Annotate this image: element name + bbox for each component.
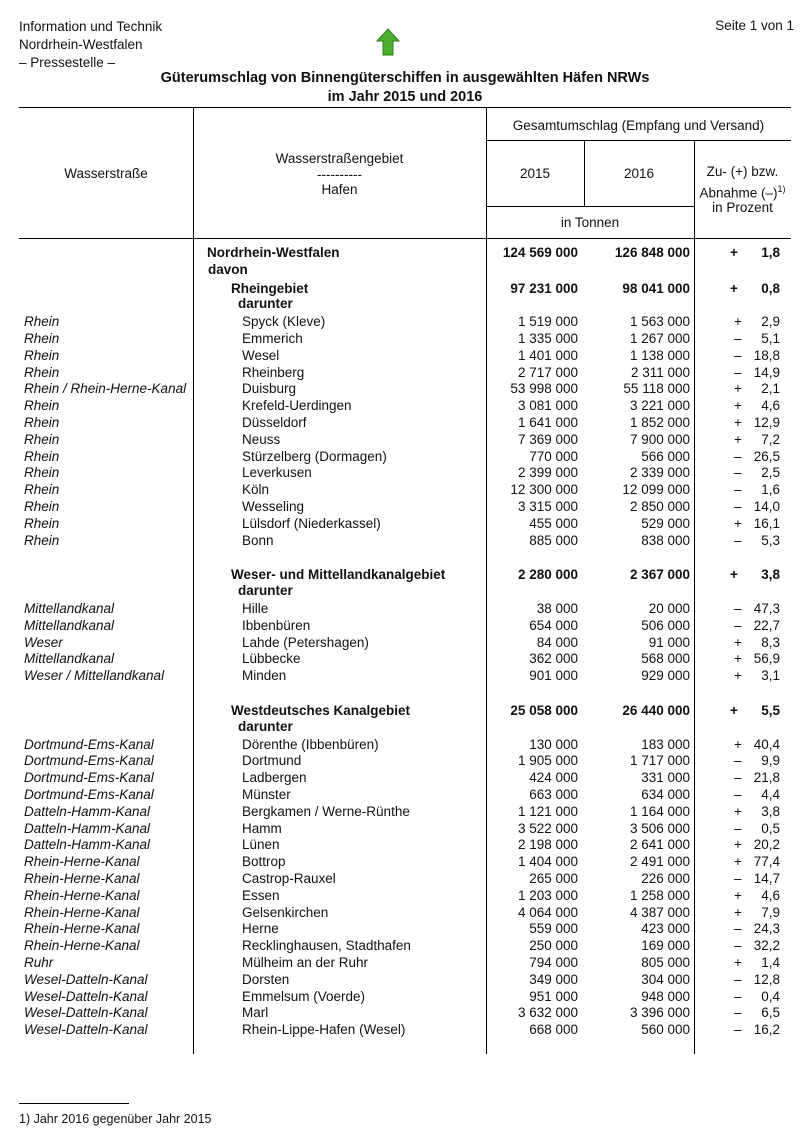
change-sign: – [734, 871, 742, 886]
table-top-rule [19, 107, 791, 108]
waterway-name: Wesel-Datteln-Kanal [24, 971, 148, 987]
change-sign: – [734, 465, 742, 481]
change-percent: 3,8 [761, 803, 780, 819]
change-percent: 5,1 [761, 331, 780, 346]
harbor-name: Essen [242, 887, 280, 903]
value-2015: 2 198 000 [517, 837, 578, 853]
value-2016: 2 641 000 [629, 837, 690, 853]
value-2016: 1 267 000 [629, 331, 690, 346]
col-divider [486, 107, 487, 1054]
change-sign: + [734, 904, 742, 920]
change-sign: – [734, 971, 742, 987]
waterway-name: Rhein [24, 364, 60, 380]
value-2015: 362 000 [529, 651, 578, 667]
value-2015: 250 000 [529, 938, 578, 954]
waterway-name: Datteln-Hamm-Kanal [24, 837, 151, 853]
title-line-2: im Jahr 2015 und 2016 [327, 89, 483, 105]
change-sign: – [734, 820, 742, 836]
col-header-gesamt: Gesamtumschlag (Empfang und Versand) [512, 118, 765, 133]
harbor-name: Ladbergen [242, 770, 307, 786]
region-total-name: Weser- und Mittellandkanalgebiet [231, 567, 446, 583]
waterway-name: Rhein [24, 482, 60, 498]
col-header-wasserstrasse: Wasserstraße [64, 166, 148, 181]
value-2016: 805 000 [641, 955, 690, 970]
value-2015: 3 632 000 [517, 1005, 578, 1021]
value-2015: 424 000 [529, 770, 578, 786]
value-2016: 560 000 [641, 1022, 690, 1038]
harbor-name: Köln [242, 482, 270, 498]
value-2016: 1 164 000 [629, 803, 690, 819]
waterway-name: Rhein [24, 415, 60, 430]
harbor-name: Duisburg [242, 381, 297, 397]
change-sign: – [734, 988, 742, 1004]
harbor-name: Marl [242, 1005, 269, 1021]
change-sign: + [734, 398, 742, 414]
harbor-name: Recklinghausen, Stadthafen [242, 938, 411, 954]
value-2015: 3 315 000 [517, 499, 578, 514]
change-sign: + [734, 955, 742, 970]
value-2016: 2 311 000 [630, 364, 690, 380]
change-sign: – [734, 617, 742, 633]
change-percent: 5,5 [761, 703, 780, 718]
value-2015: 663 000 [529, 787, 578, 802]
value-2015: 1 641 000 [517, 415, 578, 430]
harbor-name: Rhein-Lippe-Hafen (Wesel) [242, 1022, 406, 1038]
change-percent: 16,1 [753, 515, 780, 531]
harbor-name: Mülheim an der Ruhr [242, 955, 369, 970]
change-percent: 32,2 [753, 938, 780, 954]
waterway-name: Mittellandkanal [24, 617, 115, 633]
change-sign: + [734, 381, 742, 397]
header-rule [486, 206, 694, 207]
davon-label: davon [208, 261, 248, 277]
change-percent: 14,0 [753, 499, 780, 514]
waterway-name: Rhein-Herne-Kanal [24, 854, 140, 870]
change-sign: + [734, 854, 742, 870]
value-2015: 794 000 [529, 955, 578, 970]
value-2015: 25 058 000 [510, 703, 578, 718]
change-percent: 56,9 [753, 651, 780, 667]
change-sign: + [734, 837, 742, 853]
change-percent: 14,9 [753, 364, 780, 380]
value-2015: 1 335 000 [517, 331, 578, 346]
waterway-name: Rhein-Herne-Kanal [24, 871, 140, 886]
value-2015: 951 000 [529, 988, 578, 1004]
change-percent: 47,3 [753, 601, 780, 616]
value-2016: 126 848 000 [614, 245, 690, 260]
change-percent: 8,3 [761, 634, 780, 650]
waterway-name: Mittellandkanal [24, 601, 115, 616]
harbor-name: Emmelsum (Voerde) [242, 988, 366, 1004]
change-percent: 12,8 [753, 971, 780, 987]
value-2015: 124 569 000 [502, 245, 578, 260]
waterway-name: Rhein [24, 331, 60, 346]
harbor-name: Castrop-Rauxel [242, 871, 336, 886]
harbor-name: Lülsdorf (Niederkassel) [242, 515, 381, 531]
harbor-name: Hamm [242, 820, 282, 836]
col-header-gebiet: Wasserstraßengebiet [275, 151, 404, 166]
value-2015: 97 231 000 [510, 280, 578, 296]
change-percent: 12,9 [753, 415, 780, 430]
footnote-rule [19, 1103, 129, 1104]
change-percent: 14,7 [753, 871, 780, 886]
harbor-name: Lahde (Petershagen) [242, 634, 369, 650]
value-2016: 2 850 000 [629, 499, 690, 514]
change-sign: – [734, 787, 742, 802]
change-percent: 0,8 [761, 280, 780, 296]
value-2016: 568 000 [641, 651, 690, 667]
col-header-2016: 2016 [623, 166, 655, 181]
change-sign: – [734, 532, 742, 548]
value-2015: 455 000 [529, 515, 578, 531]
col-header-hafen: Hafen [321, 182, 358, 197]
change-percent: 20,2 [753, 837, 780, 853]
waterway-name: Mittellandkanal [24, 651, 115, 667]
waterway-name: Dortmund-Ems-Kanal [24, 787, 154, 802]
harbor-name: Dörenthe (Ibbenbüren) [242, 736, 379, 752]
value-2015: 2 399 000 [517, 465, 578, 481]
harbor-name: Leverkusen [242, 465, 312, 481]
harbor-name: Rheinberg [242, 364, 305, 380]
harbor-name: Düsseldorf [242, 415, 307, 430]
value-2016: 98 041 000 [622, 280, 690, 296]
value-2016: 566 000 [641, 448, 690, 464]
region-total-name: Westdeutsches Kanalgebiet [231, 703, 411, 718]
change-sign: – [734, 364, 742, 380]
change-percent: 40,4 [753, 736, 780, 752]
page-number: Seite 1 von 1 [715, 18, 794, 33]
change-percent: 1,8 [761, 245, 780, 260]
waterway-name: Rhein [24, 398, 60, 414]
value-2015: 1 203 000 [517, 887, 578, 903]
change-percent: 26,5 [753, 448, 780, 464]
value-2015: 1 404 000 [517, 854, 578, 870]
change-sign: + [734, 668, 742, 684]
value-2015: 668 000 [529, 1022, 578, 1038]
region-total-name: Rheingebiet [231, 280, 309, 296]
value-2016: 3 221 000 [629, 398, 690, 414]
value-2016: 506 000 [641, 617, 690, 633]
change-sign: – [734, 770, 742, 786]
harbor-name: Bergkamen / Werne-Rünthe [242, 803, 410, 819]
up-arrow-logo-icon [376, 28, 400, 56]
change-sign: – [734, 601, 742, 616]
change-percent: 16,2 [753, 1022, 780, 1038]
value-2016: 12 099 000 [622, 482, 690, 498]
harbor-name: Stürzelberg (Dormagen) [242, 448, 387, 464]
change-sign: – [734, 1022, 742, 1038]
waterway-name: Wesel-Datteln-Kanal [24, 988, 148, 1004]
waterway-name: Rhein-Herne-Kanal [24, 887, 140, 903]
harbor-name: Hille [242, 601, 269, 616]
value-2016: 20 000 [648, 601, 690, 616]
value-2016: 2 491 000 [629, 854, 690, 870]
col-header-change-3: in Prozent [712, 200, 773, 215]
waterway-name: Rhein [24, 431, 60, 447]
col-header-change-2: Abnahme $(-)^{1)}$ [699, 184, 786, 201]
waterway-name: Dortmund-Ems-Kanal [24, 770, 154, 786]
change-percent: 4,6 [761, 398, 780, 414]
value-2015: 4 064 000 [517, 904, 578, 920]
change-percent: 9,9 [761, 753, 780, 769]
value-2015: 53 998 000 [510, 381, 578, 397]
darunter-label: darunter [238, 718, 293, 734]
waterway-name: Dortmund-Ems-Kanal [24, 753, 154, 769]
value-2015: 770 000 [529, 448, 578, 464]
value-2016: 3 396 000 [629, 1005, 690, 1021]
darunter-label: darunter [238, 583, 293, 599]
harbor-name: Emmerich [242, 331, 303, 346]
waterway-name: Rhein-Herne-Kanal [24, 921, 140, 937]
harbor-name: Ibbenbüren [242, 617, 311, 633]
value-2016: 1 852 000 [629, 415, 690, 430]
value-2015: 1 905 000 [517, 753, 578, 769]
waterway-name: Rhein [24, 515, 60, 531]
waterway-name: Rhein [24, 499, 60, 514]
change-sign: + [734, 515, 742, 531]
value-2016: 948 000 [641, 988, 690, 1004]
change-sign: – [734, 499, 742, 514]
change-percent: 5,3 [761, 532, 780, 548]
change-sign: – [734, 938, 742, 954]
change-percent: 2,9 [761, 314, 780, 330]
value-2015: 3 081 000 [517, 398, 578, 414]
change-sign: + [734, 651, 742, 667]
harbor-name: Wesel [242, 347, 280, 363]
value-2015: 1 519 000 [517, 314, 578, 330]
value-2015: 7 369 000 [517, 431, 578, 447]
col-header-change-1: Zu- (+) bzw. [706, 164, 779, 179]
value-2016: 3 506 000 [629, 820, 690, 836]
change-sign: – [734, 331, 742, 346]
change-sign: + [734, 314, 742, 330]
org-line: Nordrhein-Westfalen [19, 37, 143, 52]
col-header-separator: ---------- [317, 167, 362, 182]
change-sign: + [730, 703, 738, 718]
change-percent: 7,9 [761, 904, 780, 920]
value-2015: 349 000 [529, 971, 578, 987]
value-2015: 559 000 [529, 921, 578, 937]
value-2016: 1 258 000 [629, 887, 690, 903]
harbor-name: Wesseling [242, 499, 305, 514]
value-2016: 169 000 [641, 938, 690, 954]
change-percent: 1,6 [761, 482, 780, 498]
waterway-name: Rhein-Herne-Kanal [24, 938, 140, 954]
change-percent: 18,8 [753, 347, 780, 363]
waterway-name: Weser [24, 634, 63, 650]
value-2015: 12 300 000 [510, 482, 578, 498]
harbor-name: Spyck (Kleve) [242, 314, 326, 330]
harbor-name: Gelsenkirchen [242, 904, 329, 920]
harbor-name: Neuss [242, 431, 281, 447]
change-percent: 7,2 [761, 431, 780, 447]
waterway-name: Rhein / Rhein-Herne-Kanal [24, 381, 187, 397]
harbor-name: Bonn [242, 532, 274, 548]
value-2016: 929 000 [641, 668, 690, 684]
region-total-name: Nordrhein-Westfalen [207, 245, 340, 260]
value-2015: 1 121 000 [517, 803, 578, 819]
harbor-name: Dorsten [242, 971, 290, 987]
darunter-label: darunter [238, 296, 293, 312]
value-2015: 901 000 [529, 668, 578, 684]
value-2016: 331 000 [641, 770, 690, 786]
value-2016: 91 000 [648, 634, 690, 650]
change-percent: 22,7 [753, 617, 780, 633]
footnote: 1) Jahr 2016 gegenüber Jahr 2015 [19, 1112, 212, 1126]
org-line: – Pressestelle – [19, 55, 116, 70]
change-percent: 0,5 [761, 820, 780, 836]
value-2016: 1 563 000 [629, 314, 690, 330]
change-sign: + [734, 431, 742, 447]
value-2015: 265 000 [529, 871, 578, 886]
harbor-name: Dortmund [242, 753, 302, 769]
harbor-name: Lübbecke [242, 651, 301, 667]
harbor-name: Bottrop [242, 854, 286, 870]
waterway-name: Rhein [24, 347, 60, 363]
harbor-name: Minden [242, 668, 287, 684]
change-sign: – [734, 753, 742, 769]
value-2015: 1 401 000 [517, 347, 578, 363]
value-2016: 2 339 000 [629, 465, 690, 481]
waterway-name: Ruhr [24, 955, 54, 970]
value-2016: 423 000 [641, 921, 690, 937]
value-2016: 2 367 000 [629, 567, 690, 583]
waterway-name: Datteln-Hamm-Kanal [24, 803, 151, 819]
change-percent: 77,4 [753, 854, 780, 870]
value-2015: 2 717 000 [517, 364, 578, 380]
change-percent: 4,4 [761, 787, 780, 802]
change-sign: + [734, 736, 742, 752]
value-2015: 130 000 [529, 736, 578, 752]
org-line: Information und Technik [19, 19, 163, 34]
waterway-name: Rhein-Herne-Kanal [24, 904, 140, 920]
harbor-name: Herne [242, 921, 279, 937]
title-line-1: Güterumschlag von Binnengüterschiffen in ausgewählten Häfen NRWs [160, 70, 650, 86]
value-2015: 84 000 [536, 634, 578, 650]
value-2016: 4 387 000 [629, 904, 690, 920]
change-sign: – [734, 347, 742, 363]
value-2016: 183 000 [641, 736, 690, 752]
header-bottom-rule [19, 238, 791, 239]
change-percent: 3,1 [761, 668, 780, 684]
value-2015: 654 000 [529, 617, 578, 633]
waterway-name: Weser / Mittellandkanal [24, 668, 165, 684]
harbor-name: Lünen [242, 837, 280, 853]
change-percent: 0,4 [761, 988, 780, 1004]
waterway-name: Rhein [24, 532, 60, 548]
change-sign: + [730, 280, 738, 296]
change-percent: 4,6 [761, 887, 780, 903]
harbor-name: Münster [242, 787, 291, 802]
waterway-name: Rhein [24, 448, 60, 464]
change-sign: + [730, 567, 738, 583]
value-2015: 3 522 000 [517, 820, 578, 836]
col-header-unit: in Tonnen [560, 215, 620, 230]
waterway-name: Wesel-Datteln-Kanal [24, 1022, 148, 1038]
value-2016: 55 118 000 [623, 381, 690, 397]
value-2015: 885 000 [529, 532, 578, 548]
value-2016: 634 000 [641, 787, 690, 802]
change-sign: – [734, 482, 742, 498]
change-percent: 2,1 [761, 381, 780, 397]
change-sign: + [734, 634, 742, 650]
value-2016: 529 000 [641, 515, 690, 531]
value-2016: 226 000 [641, 871, 690, 886]
waterway-name: Wesel-Datteln-Kanal [24, 1005, 148, 1021]
org-info [19, 18, 162, 72]
change-sign: – [734, 921, 742, 937]
change-sign: – [734, 448, 742, 464]
waterway-name: Rhein [24, 465, 60, 481]
col-header-2015: 2015 [519, 166, 551, 181]
value-2016: 838 000 [641, 532, 690, 548]
col-divider [193, 107, 194, 1054]
harbor-name: Krefeld-Uerdingen [242, 398, 352, 414]
value-2016: 1 717 000 [629, 753, 690, 769]
col-divider [694, 140, 695, 1054]
page-title [0, 69, 810, 107]
waterway-name: Datteln-Hamm-Kanal [24, 820, 151, 836]
change-sign: + [734, 803, 742, 819]
value-2015: 38 000 [536, 601, 578, 616]
header-rule [486, 140, 791, 141]
value-2016: 7 900 000 [629, 431, 690, 447]
change-percent: 2,5 [761, 465, 780, 481]
change-percent: 3,8 [761, 567, 780, 583]
value-2015: 2 280 000 [517, 567, 578, 583]
value-2016: 26 440 000 [622, 703, 690, 718]
change-percent: 1,4 [761, 955, 780, 970]
value-2016: 1 138 000 [629, 347, 690, 363]
change-sign: + [734, 887, 742, 903]
waterway-name: Dortmund-Ems-Kanal [24, 736, 154, 752]
change-sign: – [734, 1005, 742, 1021]
change-percent: 6,5 [761, 1005, 780, 1021]
change-percent: 21,8 [753, 770, 780, 786]
change-sign: + [734, 415, 742, 430]
waterway-name: Rhein [24, 314, 60, 330]
change-sign: + [730, 245, 738, 260]
value-2016: 304 000 [641, 971, 690, 987]
change-percent: 24,3 [753, 921, 780, 937]
